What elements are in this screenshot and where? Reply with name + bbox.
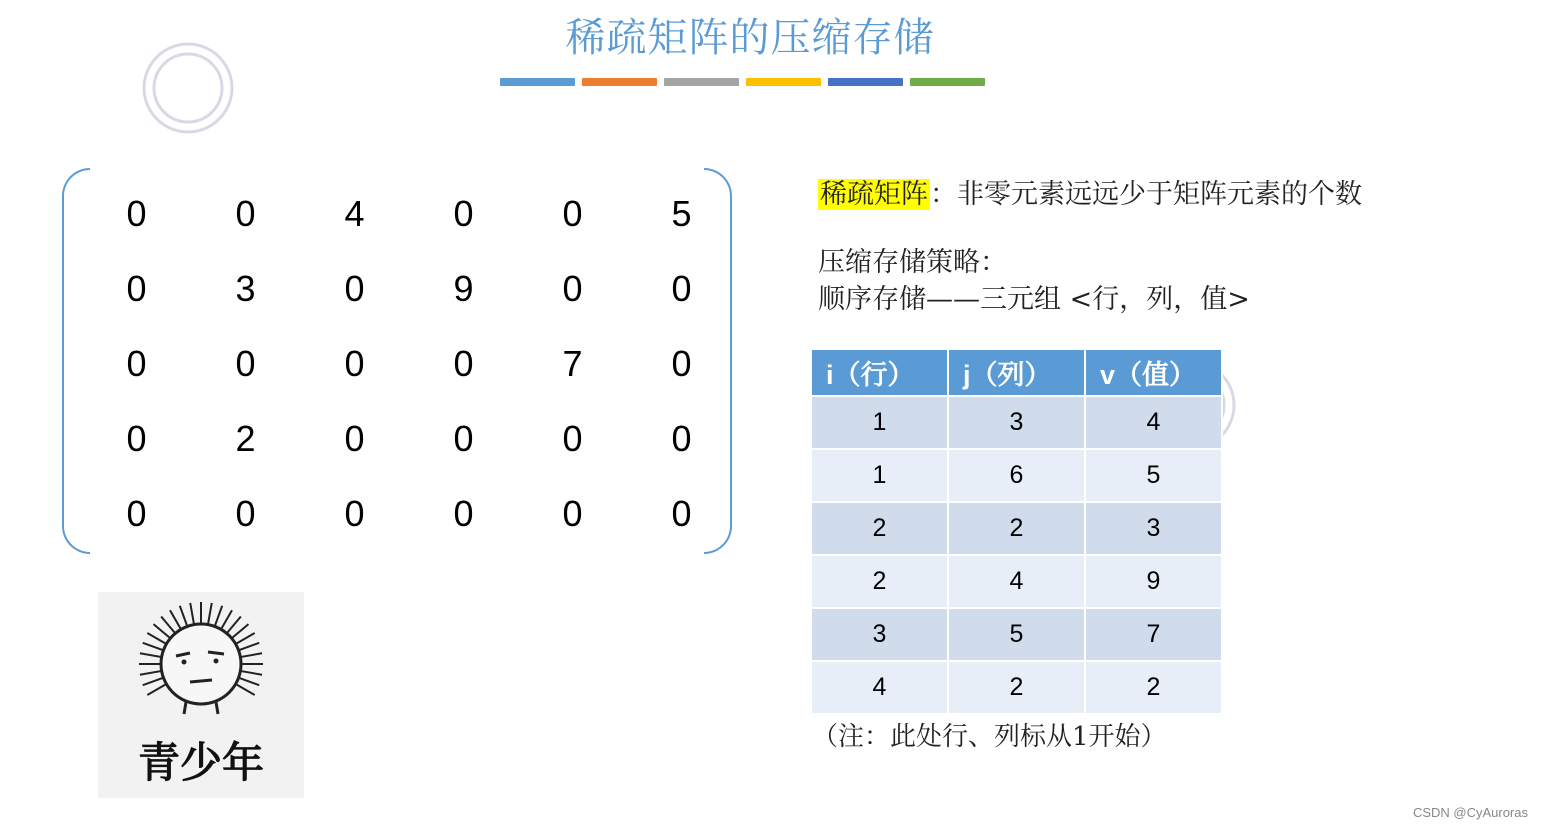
matrix-cell: 0 <box>671 492 692 534</box>
table-cell: 2 <box>812 555 948 608</box>
matrix-cell: 0 <box>562 192 583 234</box>
matrix-cell: 0 <box>562 267 583 309</box>
sparse-matrix <box>62 168 732 554</box>
title-bar-segment <box>828 78 903 86</box>
matrix-cell: 4 <box>344 192 365 234</box>
table-cell: 3 <box>948 396 1085 449</box>
table-row <box>812 608 1222 661</box>
table-row <box>812 396 1222 449</box>
meme-image <box>98 592 304 798</box>
matrix-cell: 0 <box>235 192 256 234</box>
matrix-cell: 0 <box>126 417 147 459</box>
matrix-cell: 0 <box>126 192 147 234</box>
table-cell: 4 <box>1085 396 1222 449</box>
table-cell: 2 <box>948 661 1085 713</box>
table-cell: 3 <box>1085 502 1222 555</box>
matrix-cell: 0 <box>453 417 474 459</box>
header-j: j（列） <box>948 350 1085 396</box>
matrix-cell: 0 <box>562 492 583 534</box>
matrix-cell: 5 <box>671 192 692 234</box>
matrix-cell: 3 <box>235 267 256 309</box>
matrix-cell: 0 <box>344 342 365 384</box>
table-cell: 4 <box>948 555 1085 608</box>
triplet-table-header-row <box>812 350 1222 396</box>
definition-term: 稀疏矩阵 <box>820 179 928 210</box>
matrix-cell: 0 <box>344 267 365 309</box>
definition-text: ：非零元素远远少于矩阵元素的个数 <box>930 179 1362 210</box>
page-title: 稀疏矩阵的压缩存储 <box>565 15 935 61</box>
table-cell: 9 <box>1085 555 1222 608</box>
table-row <box>812 555 1222 608</box>
table-row <box>812 449 1222 502</box>
matrix-cells <box>82 176 737 551</box>
table-row <box>812 661 1222 713</box>
spiky-face-icon <box>98 592 304 732</box>
matrix-cell: 0 <box>562 417 583 459</box>
table-cell: 4 <box>812 661 948 713</box>
strategy-line: 顺序存储——三元组 <行，列，值> <box>818 284 1250 315</box>
matrix-cell: 0 <box>453 492 474 534</box>
title-bar-segment <box>746 78 821 86</box>
compression-strategy <box>818 244 1250 318</box>
meme-caption: 青少年 <box>137 738 264 787</box>
table-cell: 6 <box>948 449 1085 502</box>
table-cell: 7 <box>1085 608 1222 661</box>
matrix-cell: 0 <box>235 492 256 534</box>
table-cell: 1 <box>812 449 948 502</box>
triplet-table <box>812 350 1223 713</box>
table-cell: 5 <box>948 608 1085 661</box>
title-bar-segment <box>500 78 575 86</box>
matrix-cell: 0 <box>235 342 256 384</box>
header-i: i（行） <box>812 350 948 396</box>
matrix-cell: 0 <box>453 342 474 384</box>
matrix-cell: 0 <box>126 342 147 384</box>
matrix-cell: 0 <box>344 492 365 534</box>
matrix-cell: 0 <box>671 417 692 459</box>
table-row <box>812 502 1222 555</box>
index-note: （注：此处行、列标从1开始） <box>812 722 1167 752</box>
title-bar-segment <box>582 78 657 86</box>
matrix-cell: 0 <box>126 492 147 534</box>
matrix-cell: 0 <box>126 267 147 309</box>
matrix-cell: 7 <box>562 342 583 384</box>
title-bar-segment <box>664 78 739 86</box>
header-v: v（值） <box>1085 350 1222 396</box>
strategy-heading: 压缩存储策略： <box>818 247 1007 278</box>
table-cell: 3 <box>812 608 948 661</box>
table-cell: 2 <box>812 502 948 555</box>
table-cell: 1 <box>812 396 948 449</box>
matrix-cell: 2 <box>235 417 256 459</box>
matrix-cell: 0 <box>671 342 692 384</box>
matrix-cell: 0 <box>453 192 474 234</box>
title-bar-segment <box>910 78 985 86</box>
table-cell: 2 <box>1085 661 1222 713</box>
sparse-matrix-definition <box>818 172 1362 211</box>
title-color-bar <box>500 78 985 88</box>
matrix-cell: 0 <box>344 417 365 459</box>
matrix-cell: 9 <box>453 267 474 309</box>
matrix-cell: 0 <box>671 267 692 309</box>
table-cell: 5 <box>1085 449 1222 502</box>
footer-credit: CSDN @CyAuroras <box>1412 805 1528 820</box>
table-cell: 2 <box>948 502 1085 555</box>
